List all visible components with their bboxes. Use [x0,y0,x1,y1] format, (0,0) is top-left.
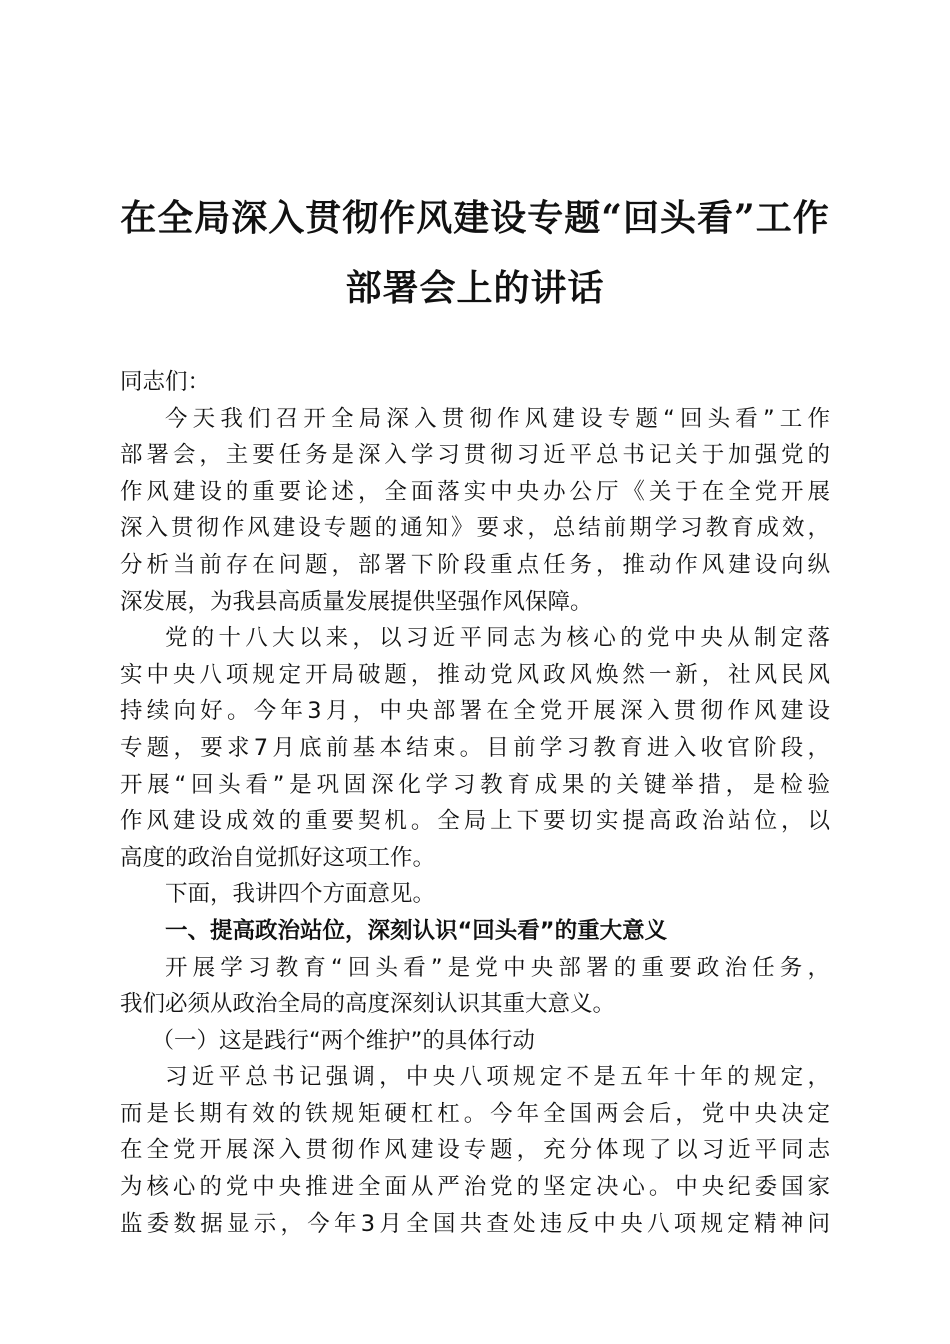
section-heading-1 [120,913,830,950]
paragraph-line: 部署会，主要任务是深入学习贯彻习近平总书记关于加强党的 [120,442,830,469]
paragraph-line: 而是长期有效的铁规矩硬杠杠。今年全国两会后，党中央决定 [120,1100,830,1127]
paragraph-line: 高度的政治自觉抓好这项工作。 [120,844,436,871]
paragraph-line: 深发展，为我县高质量发展提供坚强作风保障。 [120,588,593,615]
paragraph-line: 实中央八项规定开局破题，推动党风政风焕然一新，社风民风 [120,661,830,688]
paragraph-line: 今天我们召开全局深入贯彻作风建设专题“回头看”工作 [165,405,830,432]
paragraph-line: 我们必须从政治全局的高度深刻认识其重大意义。 [120,991,616,1018]
paragraph-5 [120,1059,830,1242]
document-body [120,364,830,1242]
paragraph-line: 持续向好。今年3月，中央部署在全党开展深入贯彻作风建设 [120,698,830,725]
paragraph-line: 在全党开展深入贯彻作风建设专题，充分体现了以习近平同志 [120,1137,830,1164]
document-title-line-2: 部署会上的讲话 [345,267,605,309]
subsection-heading-1 [120,1023,830,1060]
paragraph-line: 习近平总书记强调，中央八项规定不是五年十年的规定， [165,1064,830,1091]
salutation: 同志们： [120,369,211,395]
paragraph-line: 为核心的党中央推进全面从严治党的坚定决心。中央纪委国家 [120,1174,830,1201]
paragraph-line: 开展学习教育“回头看”是党中央部署的重要政治任务， [165,954,830,981]
paragraph-line: 深入贯彻作风建设专题的通知》要求，总结前期学习教育成效， [120,515,830,542]
paragraph-line: 下面，我讲四个方面意见。 [165,881,436,908]
paragraph-line: 监委数据显示，今年3月全国共查处违反中央八项规定精神问 [120,1210,830,1237]
heading-line: （一）这是践行“两个维护”的具体行动 [151,1027,535,1054]
paragraph-1 [120,401,830,621]
paragraph-line: 作风建设成效的重要契机。全局上下要切实提高政治站位，以 [120,808,830,835]
paragraph-line: 党的十八大以来，以习近平同志为核心的党中央从制定落 [165,625,830,652]
paragraph-2 [120,620,830,876]
paragraph-line: 开展“回头看”是巩固深化学习教育成果的关键举措，是检验 [120,771,830,798]
paragraph-4 [120,950,830,1023]
paragraph-line: 分析当前存在问题，部署下阶段重点任务，推动作风建设向纵 [120,551,830,578]
paragraph-line: 作风建设的重要论述，全面落实中央办公厅《关于在全党开展 [120,478,830,505]
heading-line: 一、提高政治站位，深刻认识“回头看”的重大意义 [165,917,668,944]
paragraph-line: 专题，要求7月底前基本结束。目前学习教育进入收官阶段， [120,734,830,761]
document-title-line-1: 在全局深入贯彻作风建设专题“回头看”工作 [120,197,830,239]
paragraph-3 [120,876,830,913]
